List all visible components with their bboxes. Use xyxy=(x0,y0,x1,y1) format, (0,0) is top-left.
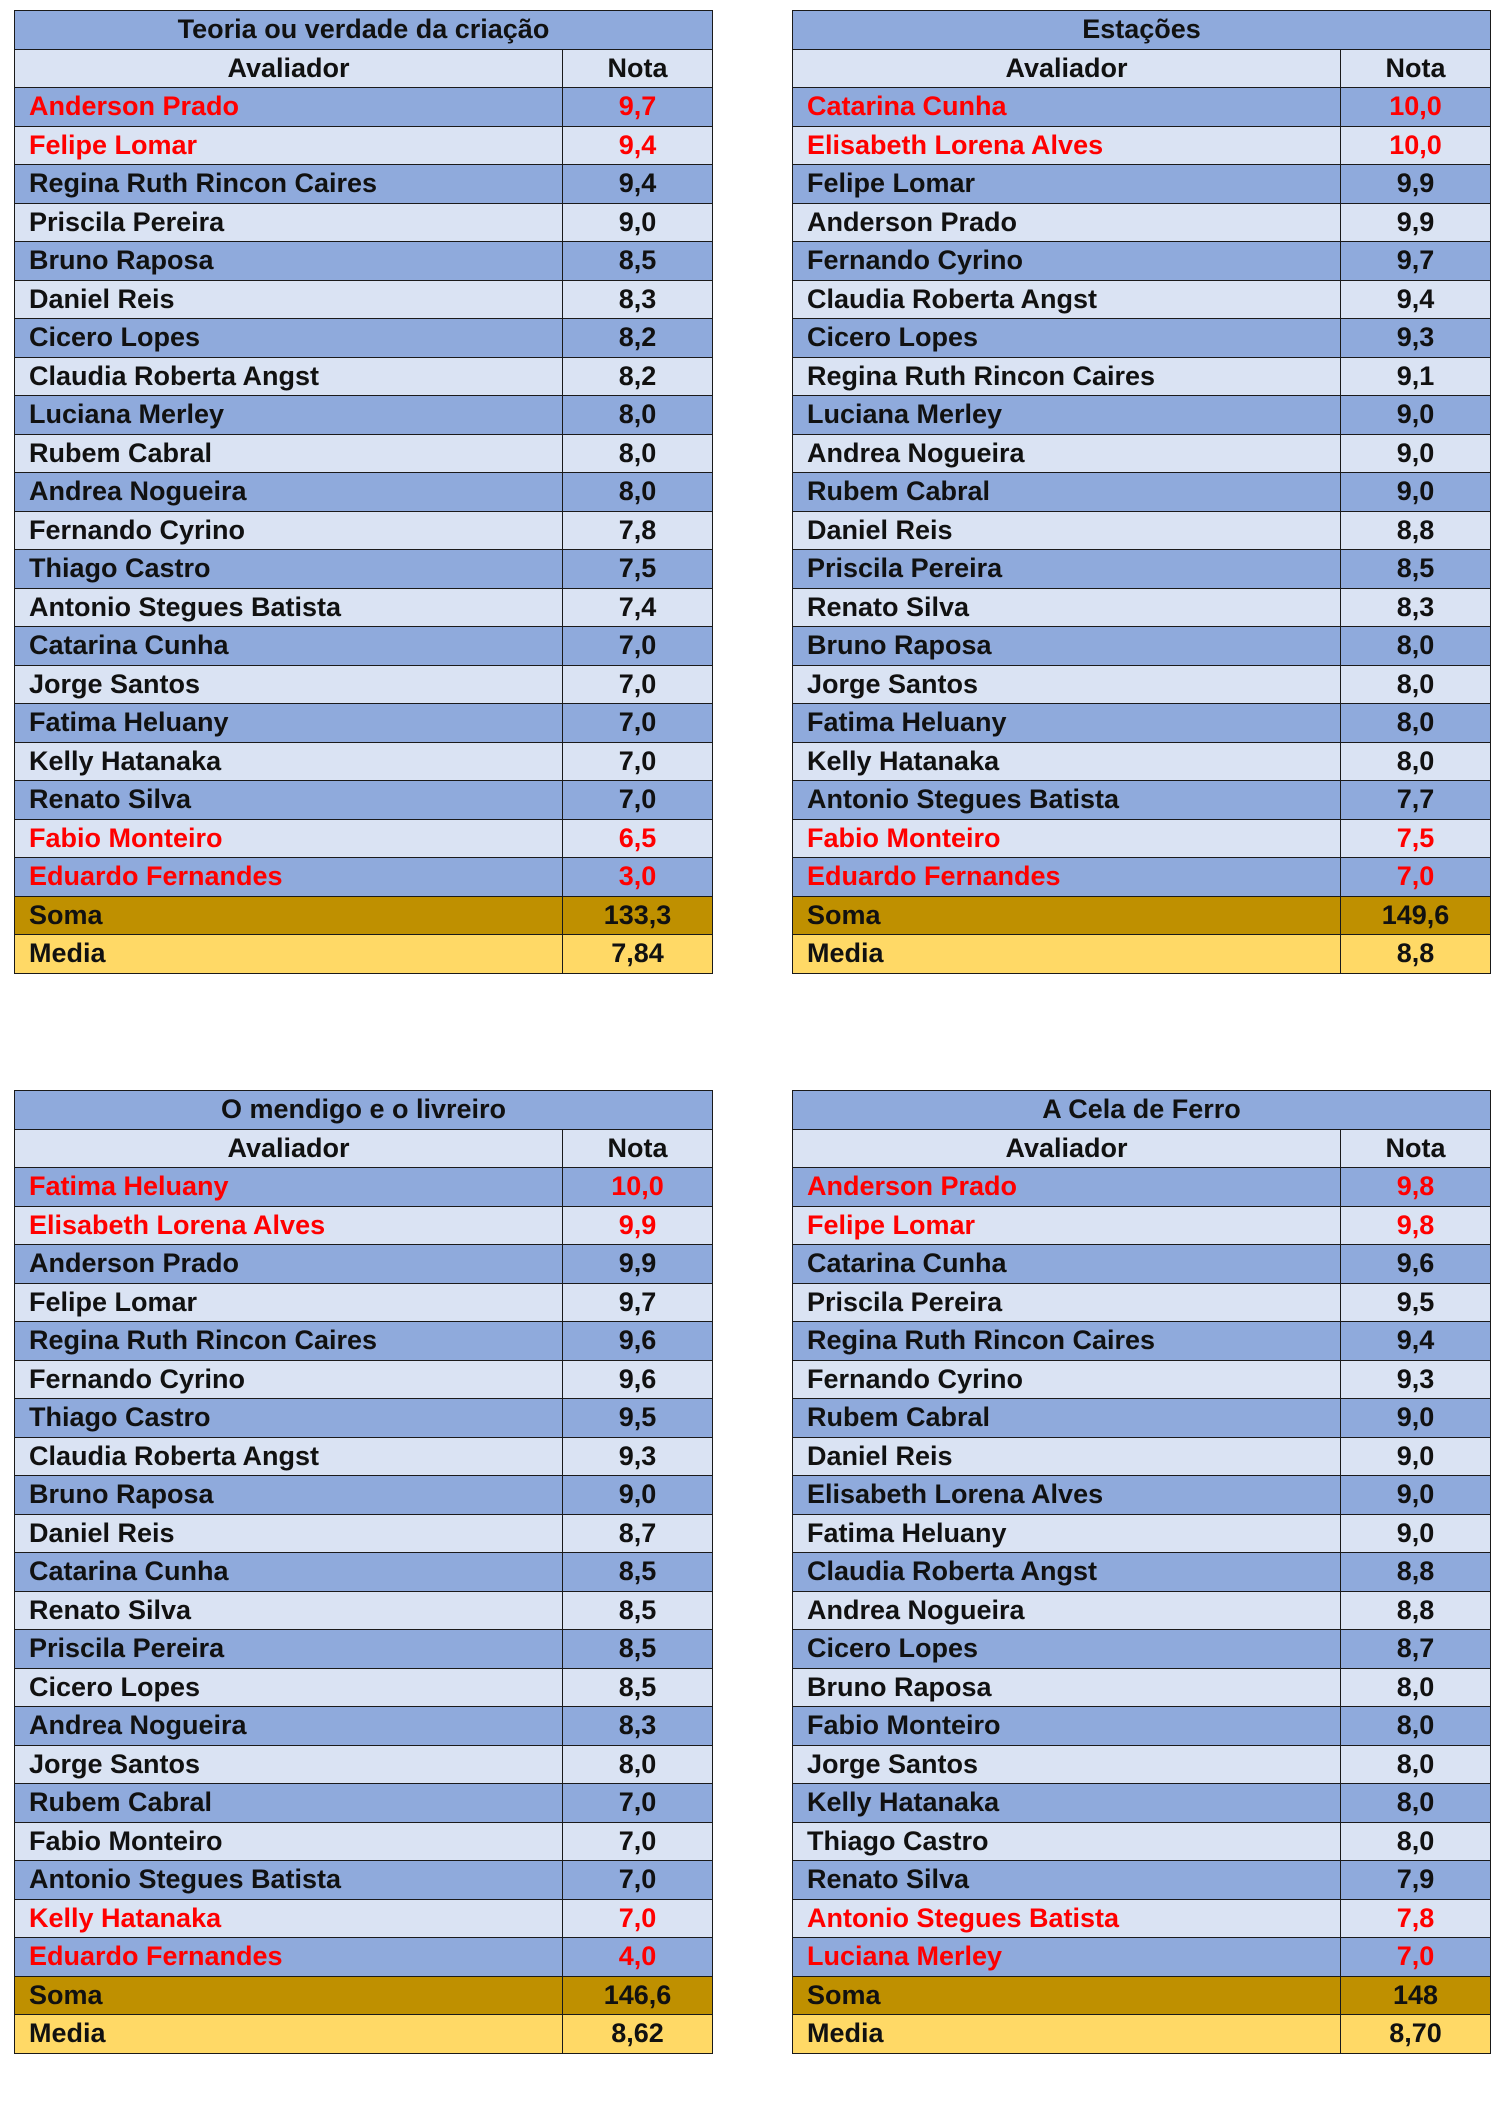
evaluator-name: Antonio Stegues Batista xyxy=(15,588,563,627)
evaluator-name: Regina Ruth Rincon Caires xyxy=(793,1322,1341,1361)
average-row xyxy=(793,935,1491,974)
evaluator-score: 8,0 xyxy=(563,473,713,512)
evaluator-score: 9,4 xyxy=(1341,280,1491,319)
evaluator-name: Jorge Santos xyxy=(15,665,563,704)
table-row xyxy=(15,858,713,897)
sum-label: Soma xyxy=(793,1976,1341,2015)
average-value: 8,70 xyxy=(1341,2015,1491,2054)
evaluator-score: 7,9 xyxy=(1341,1861,1491,1900)
table-row xyxy=(15,1938,713,1977)
evaluator-name: Antonio Stegues Batista xyxy=(793,1899,1341,1938)
evaluator-score: 8,8 xyxy=(1341,1553,1491,1592)
evaluator-score: 10,0 xyxy=(1341,126,1491,165)
evaluator-score: 7,0 xyxy=(563,704,713,743)
table-row xyxy=(15,704,713,743)
table-row xyxy=(793,1591,1491,1630)
table-row xyxy=(15,1591,713,1630)
evaluator-name: Felipe Lomar xyxy=(15,1283,563,1322)
evaluator-name: Anderson Prado xyxy=(793,1168,1341,1207)
table-row xyxy=(793,319,1491,358)
sum-value: 146,6 xyxy=(563,1976,713,2015)
table-row xyxy=(793,511,1491,550)
evaluator-name: Kelly Hatanaka xyxy=(15,1899,563,1938)
table-row xyxy=(793,550,1491,589)
evaluator-score: 10,0 xyxy=(1341,88,1491,127)
evaluator-name: Cicero Lopes xyxy=(793,1630,1341,1669)
sum-row xyxy=(15,896,713,935)
evaluator-name: Andrea Nogueira xyxy=(793,1591,1341,1630)
table-row xyxy=(15,1437,713,1476)
evaluator-name: Cicero Lopes xyxy=(15,1668,563,1707)
evaluator-score: 7,0 xyxy=(563,742,713,781)
average-label: Media xyxy=(793,935,1341,974)
table-rows xyxy=(793,88,1491,897)
table-row xyxy=(793,1514,1491,1553)
evaluator-name: Rubem Cabral xyxy=(793,1399,1341,1438)
evaluator-name: Thiago Castro xyxy=(15,1399,563,1438)
evaluator-score: 8,3 xyxy=(1341,588,1491,627)
table-row xyxy=(15,1476,713,1515)
table-row xyxy=(793,781,1491,820)
evaluator-score: 8,5 xyxy=(563,1630,713,1669)
evaluator-name: Daniel Reis xyxy=(15,1514,563,1553)
sum-value: 148 xyxy=(1341,1976,1491,2015)
evaluator-score: 8,0 xyxy=(563,434,713,473)
evaluator-score: 8,3 xyxy=(563,280,713,319)
evaluator-name: Daniel Reis xyxy=(15,280,563,319)
table-row xyxy=(793,665,1491,704)
table-row xyxy=(15,1745,713,1784)
evaluator-score: 9,6 xyxy=(1341,1245,1491,1284)
evaluator-name: Felipe Lomar xyxy=(15,126,563,165)
evaluator-score: 7,0 xyxy=(563,781,713,820)
evaluator-name: Fatima Heluany xyxy=(793,1514,1341,1553)
evaluator-score: 7,0 xyxy=(563,1784,713,1823)
evaluator-score: 9,0 xyxy=(1341,1514,1491,1553)
average-label: Media xyxy=(15,2015,563,2054)
evaluator-name: Catarina Cunha xyxy=(15,1553,563,1592)
table-row xyxy=(15,665,713,704)
table-row xyxy=(793,1822,1491,1861)
evaluator-score: 9,3 xyxy=(1341,319,1491,358)
evaluator-score: 8,7 xyxy=(563,1514,713,1553)
evaluator-score: 8,2 xyxy=(563,319,713,358)
average-label: Media xyxy=(15,935,563,974)
evaluator-name: Felipe Lomar xyxy=(793,1206,1341,1245)
evaluator-name: Bruno Raposa xyxy=(15,1476,563,1515)
evaluator-score: 7,0 xyxy=(1341,1938,1491,1977)
table-row xyxy=(793,1630,1491,1669)
table-row xyxy=(15,357,713,396)
evaluator-score: 8,0 xyxy=(1341,704,1491,743)
evaluator-score: 9,4 xyxy=(563,165,713,204)
evaluator-score: 9,7 xyxy=(563,1283,713,1322)
evaluator-name: Catarina Cunha xyxy=(793,1245,1341,1284)
evaluator-score: 7,0 xyxy=(563,627,713,666)
table-row xyxy=(15,511,713,550)
table-row xyxy=(15,126,713,165)
evaluator-name: Bruno Raposa xyxy=(15,242,563,281)
evaluator-name: Fabio Monteiro xyxy=(793,819,1341,858)
table-row xyxy=(15,1553,713,1592)
evaluator-score: 9,0 xyxy=(563,203,713,242)
table-row xyxy=(793,126,1491,165)
table-row xyxy=(15,280,713,319)
evaluator-name: Andrea Nogueira xyxy=(15,473,563,512)
table-row xyxy=(15,588,713,627)
evaluator-name: Luciana Merley xyxy=(793,1938,1341,1977)
evaluator-score: 7,8 xyxy=(563,511,713,550)
evaluator-score: 7,7 xyxy=(1341,781,1491,820)
table-rows xyxy=(15,1168,713,1977)
evaluator-name: Rubem Cabral xyxy=(15,434,563,473)
table-row xyxy=(15,1899,713,1938)
evaluator-name: Andrea Nogueira xyxy=(15,1707,563,1746)
table-row xyxy=(15,819,713,858)
evaluator-score: 9,7 xyxy=(1341,242,1491,281)
table-row xyxy=(15,1283,713,1322)
table-row xyxy=(793,473,1491,512)
evaluator-name: Claudia Roberta Angst xyxy=(15,1437,563,1476)
column-header-score: Nota xyxy=(563,49,713,88)
evaluator-name: Fabio Monteiro xyxy=(15,1822,563,1861)
table-row xyxy=(793,1206,1491,1245)
evaluator-name: Kelly Hatanaka xyxy=(793,742,1341,781)
evaluator-score: 8,0 xyxy=(563,396,713,435)
table-row xyxy=(793,858,1491,897)
table-row xyxy=(793,242,1491,281)
sum-label: Soma xyxy=(793,896,1341,935)
evaluator-score: 9,8 xyxy=(1341,1206,1491,1245)
table-row xyxy=(15,165,713,204)
evaluator-score: 9,0 xyxy=(563,1476,713,1515)
column-header-score: Nota xyxy=(1341,1129,1491,1168)
evaluator-name: Daniel Reis xyxy=(793,1437,1341,1476)
evaluator-name: Antonio Stegues Batista xyxy=(15,1861,563,1900)
evaluator-name: Luciana Merley xyxy=(15,396,563,435)
table-row xyxy=(15,1168,713,1207)
table-row xyxy=(15,1360,713,1399)
evaluator-score: 9,0 xyxy=(1341,434,1491,473)
table-row xyxy=(793,1437,1491,1476)
evaluator-score: 8,0 xyxy=(1341,1745,1491,1784)
table-row xyxy=(15,1206,713,1245)
table-row xyxy=(15,396,713,435)
evaluator-name: Daniel Reis xyxy=(793,511,1341,550)
evaluator-score: 9,3 xyxy=(1341,1360,1491,1399)
table-title: Estações xyxy=(793,11,1491,50)
table-row xyxy=(15,1322,713,1361)
evaluator-name: Fernando Cyrino xyxy=(793,242,1341,281)
table-row xyxy=(15,1245,713,1284)
table-rows xyxy=(793,1168,1491,1977)
evaluator-score: 9,8 xyxy=(1341,1168,1491,1207)
evaluator-name: Fernando Cyrino xyxy=(15,511,563,550)
average-value: 8,8 xyxy=(1341,935,1491,974)
evaluator-name: Felipe Lomar xyxy=(793,165,1341,204)
average-label: Media xyxy=(793,2015,1341,2054)
evaluator-name: Anderson Prado xyxy=(793,203,1341,242)
evaluator-name: Fernando Cyrino xyxy=(15,1360,563,1399)
table-row xyxy=(15,550,713,589)
evaluator-score: 8,0 xyxy=(1341,1707,1491,1746)
table-row xyxy=(15,742,713,781)
ranking-table-4 xyxy=(792,1090,1491,2054)
table-row xyxy=(15,1399,713,1438)
evaluator-score: 9,4 xyxy=(1341,1322,1491,1361)
table-row xyxy=(793,627,1491,666)
table-row xyxy=(15,242,713,281)
table-row xyxy=(15,1514,713,1553)
table-row xyxy=(15,1784,713,1823)
sum-row xyxy=(793,896,1491,935)
table-row xyxy=(793,203,1491,242)
ranking-table-2 xyxy=(792,10,1491,974)
evaluator-score: 9,0 xyxy=(1341,1437,1491,1476)
table-row xyxy=(15,627,713,666)
evaluator-name: Bruno Raposa xyxy=(793,627,1341,666)
evaluator-score: 9,0 xyxy=(1341,1476,1491,1515)
table-row xyxy=(793,1553,1491,1592)
evaluator-score: 9,9 xyxy=(563,1245,713,1284)
table-title: Teoria ou verdade da criação xyxy=(15,11,713,50)
evaluator-score: 7,0 xyxy=(563,665,713,704)
evaluator-name: Bruno Raposa xyxy=(793,1668,1341,1707)
table-row xyxy=(793,1938,1491,1977)
evaluator-name: Fernando Cyrino xyxy=(793,1360,1341,1399)
evaluator-name: Eduardo Fernandes xyxy=(793,858,1341,897)
sum-label: Soma xyxy=(15,896,563,935)
evaluator-score: 8,7 xyxy=(1341,1630,1491,1669)
evaluator-name: Antonio Stegues Batista xyxy=(793,781,1341,820)
table-row xyxy=(15,1707,713,1746)
ranking-table-3 xyxy=(14,1090,713,2054)
evaluator-score: 9,5 xyxy=(1341,1283,1491,1322)
evaluator-name: Catarina Cunha xyxy=(15,627,563,666)
evaluator-score: 9,4 xyxy=(563,126,713,165)
evaluator-score: 9,9 xyxy=(1341,165,1491,204)
table-row xyxy=(793,1322,1491,1361)
table-row xyxy=(793,742,1491,781)
table-row xyxy=(15,88,713,127)
table-row xyxy=(793,88,1491,127)
evaluator-name: Fatima Heluany xyxy=(15,1168,563,1207)
table-row xyxy=(793,1399,1491,1438)
evaluator-score: 7,4 xyxy=(563,588,713,627)
evaluator-score: 9,0 xyxy=(1341,1399,1491,1438)
evaluator-name: Claudia Roberta Angst xyxy=(15,357,563,396)
average-row xyxy=(15,2015,713,2054)
evaluator-score: 9,6 xyxy=(563,1360,713,1399)
evaluator-name: Fatima Heluany xyxy=(793,704,1341,743)
table-row xyxy=(793,588,1491,627)
table-row xyxy=(15,1630,713,1669)
column-header-score: Nota xyxy=(1341,49,1491,88)
table-row xyxy=(793,357,1491,396)
evaluator-name: Elisabeth Lorena Alves xyxy=(793,126,1341,165)
table-row xyxy=(15,1668,713,1707)
average-value: 8,62 xyxy=(563,2015,713,2054)
evaluator-name: Fabio Monteiro xyxy=(793,1707,1341,1746)
evaluator-score: 7,5 xyxy=(563,550,713,589)
evaluator-score: 8,5 xyxy=(1341,550,1491,589)
table-row xyxy=(793,434,1491,473)
evaluator-name: Fabio Monteiro xyxy=(15,819,563,858)
evaluator-name: Regina Ruth Rincon Caires xyxy=(15,165,563,204)
evaluator-score: 9,9 xyxy=(1341,203,1491,242)
evaluator-name: Luciana Merley xyxy=(793,396,1341,435)
table-row xyxy=(793,1784,1491,1823)
evaluator-name: Claudia Roberta Angst xyxy=(793,1553,1341,1592)
table-row xyxy=(15,473,713,512)
evaluator-name: Cicero Lopes xyxy=(15,319,563,358)
sum-value: 133,3 xyxy=(563,896,713,935)
table-row xyxy=(15,203,713,242)
evaluator-score: 9,1 xyxy=(1341,357,1491,396)
table-row xyxy=(15,1822,713,1861)
evaluator-score: 9,0 xyxy=(1341,473,1491,512)
evaluator-score: 8,5 xyxy=(563,242,713,281)
table-row xyxy=(793,704,1491,743)
evaluator-name: Fatima Heluany xyxy=(15,704,563,743)
evaluator-score: 7,0 xyxy=(563,1899,713,1938)
evaluator-score: 8,5 xyxy=(563,1553,713,1592)
evaluator-score: 9,5 xyxy=(563,1399,713,1438)
table-row xyxy=(793,1861,1491,1900)
evaluator-score: 8,8 xyxy=(1341,1591,1491,1630)
evaluator-name: Cicero Lopes xyxy=(793,319,1341,358)
evaluator-name: Eduardo Fernandes xyxy=(15,858,563,897)
evaluator-score: 8,3 xyxy=(563,1707,713,1746)
average-row xyxy=(15,935,713,974)
evaluator-name: Renato Silva xyxy=(15,781,563,820)
evaluator-name: Elisabeth Lorena Alves xyxy=(793,1476,1341,1515)
table-row xyxy=(793,1168,1491,1207)
evaluator-score: 9,0 xyxy=(1341,396,1491,435)
column-header-evaluator: Avaliador xyxy=(15,1129,563,1168)
table-row xyxy=(15,1861,713,1900)
evaluator-name: Kelly Hatanaka xyxy=(793,1784,1341,1823)
evaluator-score: 8,0 xyxy=(1341,665,1491,704)
average-value: 7,84 xyxy=(563,935,713,974)
evaluator-score: 7,5 xyxy=(1341,819,1491,858)
sum-row xyxy=(15,1976,713,2015)
evaluator-name: Jorge Santos xyxy=(15,1745,563,1784)
table-row xyxy=(15,781,713,820)
evaluator-score: 9,9 xyxy=(563,1206,713,1245)
table-row xyxy=(793,165,1491,204)
evaluator-name: Renato Silva xyxy=(793,588,1341,627)
table-row xyxy=(793,1707,1491,1746)
column-header-score: Nota xyxy=(563,1129,713,1168)
evaluator-score: 10,0 xyxy=(563,1168,713,1207)
evaluator-score: 9,7 xyxy=(563,88,713,127)
table-row xyxy=(793,1668,1491,1707)
evaluator-name: Priscila Pereira xyxy=(15,203,563,242)
evaluator-score: 7,8 xyxy=(1341,1899,1491,1938)
evaluator-score: 8,0 xyxy=(563,1745,713,1784)
evaluator-score: 8,5 xyxy=(563,1668,713,1707)
table-row xyxy=(793,396,1491,435)
table-rows xyxy=(15,88,713,897)
evaluator-score: 8,0 xyxy=(1341,1784,1491,1823)
evaluator-score: 9,6 xyxy=(563,1322,713,1361)
evaluator-name: Rubem Cabral xyxy=(15,1784,563,1823)
evaluator-name: Andrea Nogueira xyxy=(793,434,1341,473)
column-header-evaluator: Avaliador xyxy=(15,49,563,88)
evaluator-name: Regina Ruth Rincon Caires xyxy=(15,1322,563,1361)
column-header-evaluator: Avaliador xyxy=(793,49,1341,88)
table-row xyxy=(793,819,1491,858)
table-row xyxy=(793,1245,1491,1284)
evaluator-score: 7,0 xyxy=(1341,858,1491,897)
evaluator-name: Eduardo Fernandes xyxy=(15,1938,563,1977)
evaluator-name: Renato Silva xyxy=(15,1591,563,1630)
evaluator-name: Jorge Santos xyxy=(793,665,1341,704)
evaluator-score: 8,8 xyxy=(1341,511,1491,550)
evaluator-name: Thiago Castro xyxy=(15,550,563,589)
sum-value: 149,6 xyxy=(1341,896,1491,935)
evaluator-name: Priscila Pereira xyxy=(793,550,1341,589)
average-row xyxy=(793,2015,1491,2054)
evaluator-score: 9,3 xyxy=(563,1437,713,1476)
evaluator-score: 7,0 xyxy=(563,1822,713,1861)
sum-row xyxy=(793,1976,1491,2015)
evaluator-name: Claudia Roberta Angst xyxy=(793,280,1341,319)
table-row xyxy=(793,1360,1491,1399)
table-title: A Cela de Ferro xyxy=(793,1091,1491,1130)
evaluator-score: 3,0 xyxy=(563,858,713,897)
evaluator-name: Anderson Prado xyxy=(15,88,563,127)
table-row xyxy=(793,1745,1491,1784)
evaluator-name: Priscila Pereira xyxy=(15,1630,563,1669)
table-row xyxy=(15,319,713,358)
evaluator-score: 8,0 xyxy=(1341,627,1491,666)
evaluator-score: 8,0 xyxy=(1341,742,1491,781)
table-title: O mendigo e o livreiro xyxy=(15,1091,713,1130)
evaluator-name: Jorge Santos xyxy=(793,1745,1341,1784)
evaluator-name: Priscila Pereira xyxy=(793,1283,1341,1322)
evaluator-name: Catarina Cunha xyxy=(793,88,1341,127)
evaluator-name: Anderson Prado xyxy=(15,1245,563,1284)
evaluator-name: Rubem Cabral xyxy=(793,473,1341,512)
column-header-evaluator: Avaliador xyxy=(793,1129,1341,1168)
evaluator-score: 8,0 xyxy=(1341,1822,1491,1861)
table-row xyxy=(15,434,713,473)
evaluator-name: Regina Ruth Rincon Caires xyxy=(793,357,1341,396)
ranking-table-1 xyxy=(14,10,713,974)
sum-label: Soma xyxy=(15,1976,563,2015)
table-row xyxy=(793,280,1491,319)
evaluator-name: Elisabeth Lorena Alves xyxy=(15,1206,563,1245)
evaluator-score: 8,0 xyxy=(1341,1668,1491,1707)
table-row xyxy=(793,1899,1491,1938)
evaluator-score: 4,0 xyxy=(563,1938,713,1977)
evaluator-name: Renato Silva xyxy=(793,1861,1341,1900)
evaluator-score: 6,5 xyxy=(563,819,713,858)
evaluator-score: 8,5 xyxy=(563,1591,713,1630)
evaluator-name: Kelly Hatanaka xyxy=(15,742,563,781)
evaluator-score: 8,2 xyxy=(563,357,713,396)
evaluator-score: 7,0 xyxy=(563,1861,713,1900)
table-row xyxy=(793,1283,1491,1322)
evaluator-name: Thiago Castro xyxy=(793,1822,1341,1861)
table-row xyxy=(793,1476,1491,1515)
